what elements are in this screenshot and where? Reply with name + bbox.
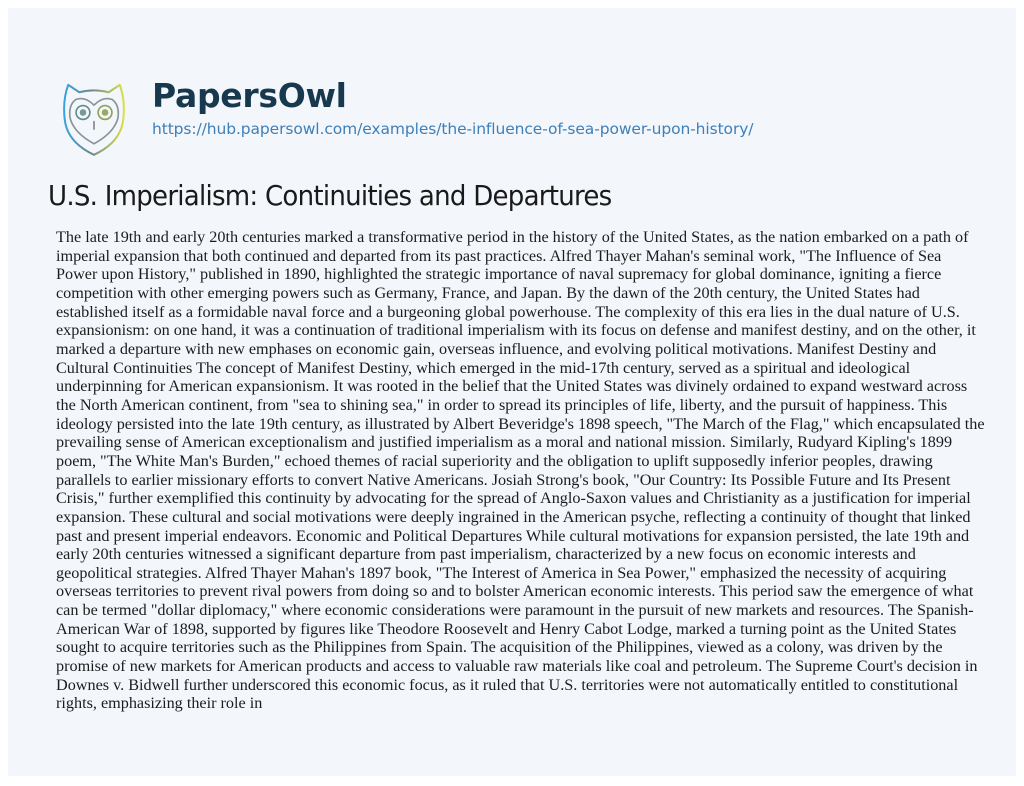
brand-name[interactable]: PapersOwl [152,76,347,115]
essay-body-text: The late 19th and early 20th centuries marked a transformative period in the history of the United States, as the nation embarked on a path of imperial expansion that both continued and departed from its past practices. Alfred Thayer Mahan's seminal work, "The Influence of Sea Power upon History," published in 1890, highlighted the strategic importance of naval supremacy for global dominance, igniting a fierce competition with other emerging powers such as Germany, France, and Japan. By the dawn of the 20th century, the United States had established itself as a formidable naval force and a burgeoning global powerhouse. The complexity of this era lies in the dual nature of U.S. expansionism: on one hand, it was a continuation of traditional imperialism with its focus on defense and manifest destiny, and on the other, it marked a departure with new emphases on economic gain, overseas influence, and evolving political motivations. Manifest Destiny and Cultural Continuities The concept of Manifest Destiny, which emerged in the mid-17th century, served as a spiritual and ideological underpinning for American expansionism. It was rooted in the belief that the United States was divinely ordained to expand westward across the North American continent, from "sea to shining sea," in order to spread its principles of life, liberty, and the pursuit of happiness. This ideology persisted into the late 19th century, as illustrated by Albert Beveridge's 1898 speech, "The March of the Flag," which encapsulated the prevailing sense of American exceptionalism and justified imperialism as a moral and national mission. Similarly, Rudyard Kipling's 1899 poem, "The White Man's Burden," echoed themes of racial superiority and the obligation to uplift supposedly inferior peoples, drawing parallels to earlier missionary efforts to convert Native Americans. Josiah Strong's book, "Our Country: Its Possible Future and Its Present Crisis," further exemplified this continuity by advocating for the spread of Anglo-Saxon values and Christianity as a justification for imperial expansion. These cultural and social motivations were deeply ingrained in the American psyche, reflecting a continuity of thought that linked past and present imperial endeavors. Economic and Political Departures While cultural motivations for expansion persisted, the late 19th and early 20th centuries witnessed a significant departure from past imperialism, characterized by a new focus on economic interests and geopolitical strategies. Alfred Thayer Mahan's 1897 book, "The Interest of America in Sea Power," emphasized the necessity of acquiring overseas territories to prevent rival powers from doing so and to bolster American economic interests. This period saw the emergence of what can be termed "dollar diplomacy," where economic considerations were paramount in the pursuit of new markets and resources. The Spanish-American War of 1898, supported by figures like Theodore Roosevelt and Henry Cabot Lodge, marked a turning point as the United States sought to acquire territories such as the Philippines from Spain. The acquisition of the Philippines, viewed as a colony, was driven by the promise of new markets for American products and access to valuable raw materials like coal and petroleum. The Supreme Court's decision in Downes v. Bidwell further underscored this economic focus, as it ruled that U.S. territories were not automatically entitled to constitutional rights, emphasizing their role in [56,228,985,713]
site-header [48,70,754,166]
brand-block [152,70,753,140]
page-title: U.S. Imperialism: Continuities and Departures [48,179,612,212]
source-url-link[interactable]: https://hub.papersowl.com/examples/the-influence-of-sea-power-upon-history/ [152,120,754,138]
document-card [8,8,1016,776]
owl-logo-icon [48,72,140,164]
